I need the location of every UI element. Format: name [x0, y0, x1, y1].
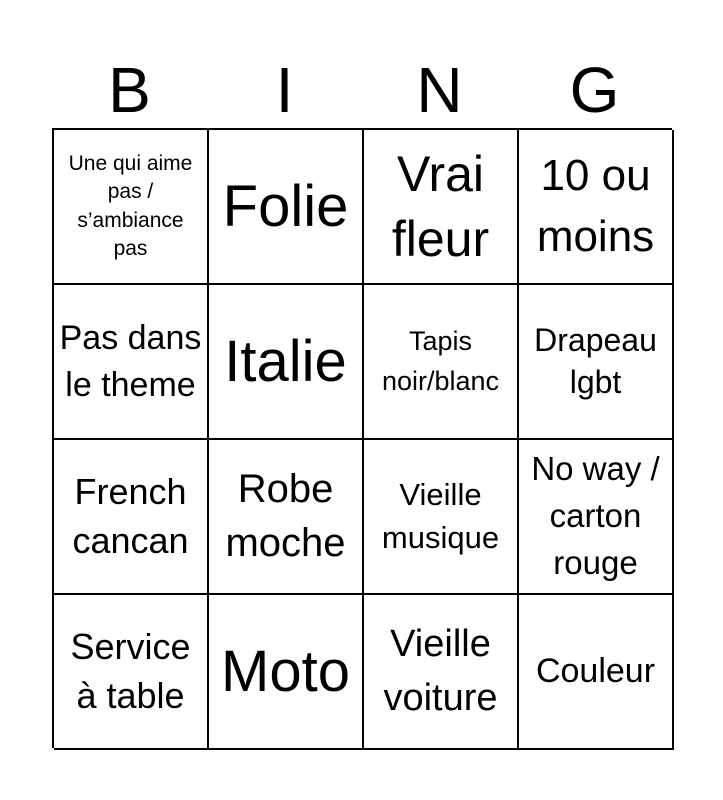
- bingo-cell[interactable]: [364, 285, 519, 440]
- bingo-cell-label: Vieille voiture: [383, 623, 498, 719]
- bingo-header: [52, 52, 672, 128]
- bingo-grid: [52, 128, 672, 748]
- bingo-cell-label: Moto: [221, 638, 350, 704]
- bingo-cell[interactable]: [519, 440, 674, 595]
- bingo-cell[interactable]: [519, 130, 674, 285]
- bingo-cell-label: No way / carton rouge: [531, 450, 660, 581]
- bingo-cell[interactable]: [519, 595, 674, 750]
- header-letter: I: [275, 54, 294, 126]
- bingo-cell[interactable]: [364, 440, 519, 595]
- bingo-cell[interactable]: [209, 130, 364, 285]
- bingo-cell-label: Pas dans le theme: [59, 319, 202, 404]
- bingo-cell-label: French cancan: [72, 470, 189, 561]
- bingo-cell-label: Drapeau lgbt: [534, 321, 657, 400]
- bingo-cell[interactable]: [364, 595, 519, 750]
- bingo-cell-label: Vrai fleur: [391, 145, 490, 267]
- header-letter: G: [569, 54, 620, 126]
- bingo-cell[interactable]: [54, 130, 209, 285]
- header-letter: B: [108, 54, 151, 126]
- bingo-cell-label: Folie: [222, 173, 349, 239]
- bingo-cell[interactable]: [364, 130, 519, 285]
- bingo-cell-label: Service à table: [70, 625, 191, 716]
- bingo-cell[interactable]: [519, 285, 674, 440]
- header-letter: N: [416, 54, 463, 126]
- bingo-cell-label: Tapis noir/blanc: [381, 326, 500, 396]
- bingo-cell[interactable]: [209, 595, 364, 750]
- bingo-cell-label: Italie: [224, 328, 347, 394]
- bingo-cell-label: Robe moche: [225, 467, 346, 565]
- bingo-cell-label: 10 ou moins: [536, 150, 655, 261]
- bingo-cell-label: Une qui aime pas / s’ambiance pas: [68, 151, 193, 260]
- bingo-cell-label: Couleur: [535, 652, 656, 691]
- bingo-cell[interactable]: [209, 285, 364, 440]
- bingo-cell[interactable]: [54, 595, 209, 750]
- bingo-cell[interactable]: [54, 285, 209, 440]
- bingo-cell-label: Vieille musique: [381, 476, 500, 555]
- bingo-cell[interactable]: [54, 440, 209, 595]
- bingo-cell[interactable]: [209, 440, 364, 595]
